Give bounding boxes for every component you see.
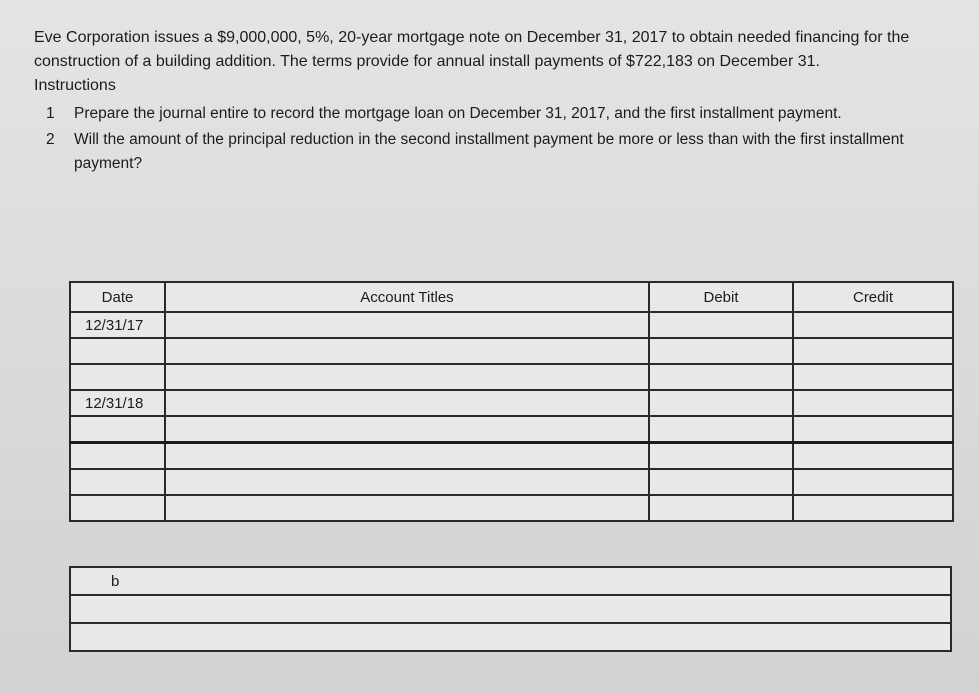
date-cell[interactable]	[70, 469, 165, 495]
date-cell[interactable]	[70, 364, 165, 390]
table-row	[70, 312, 953, 338]
table-row	[70, 364, 953, 390]
part-b-label: b	[70, 567, 951, 595]
instruction-text: Will the amount of the principal reduction in the second installment payment be more or less than with the first installment payment?	[74, 131, 904, 172]
account-cell[interactable]	[165, 443, 649, 470]
account-cell[interactable]	[165, 390, 649, 416]
part-b-row	[70, 595, 951, 623]
table-row	[70, 390, 953, 416]
debit-cell[interactable]	[649, 495, 793, 521]
instructions-list	[34, 102, 954, 176]
header-account-titles: Account Titles	[165, 282, 649, 312]
header-date: Date	[70, 282, 165, 312]
account-cell[interactable]	[165, 495, 649, 521]
date-cell[interactable]	[70, 495, 165, 521]
credit-cell[interactable]	[793, 364, 953, 390]
account-cell[interactable]	[165, 416, 649, 443]
header-debit: Debit	[649, 282, 793, 312]
table-row	[70, 469, 953, 495]
header-credit: Credit	[793, 282, 953, 312]
credit-cell[interactable]	[793, 469, 953, 495]
credit-cell[interactable]	[793, 390, 953, 416]
date-cell[interactable]: 12/31/18	[70, 390, 165, 416]
date-cell[interactable]: 12/31/17	[70, 312, 165, 338]
table-row	[70, 416, 953, 443]
date-cell[interactable]	[70, 338, 165, 364]
account-cell[interactable]	[165, 338, 649, 364]
debit-cell[interactable]	[649, 312, 793, 338]
instruction-number: 1	[46, 105, 55, 122]
table-row	[70, 495, 953, 521]
problem-statement: Eve Corporation issues a $9,000,000, 5%, 20-year mortgage note on December 31, 2017 to obtain needed financing for the construction of a building addition. The terms provide for annual install payments of $722,183 on December 31.	[34, 29, 910, 70]
debit-cell[interactable]	[649, 364, 793, 390]
date-cell[interactable]	[70, 416, 165, 443]
problem-text	[34, 26, 954, 178]
debit-cell[interactable]	[649, 469, 793, 495]
date-cell[interactable]	[70, 443, 165, 470]
table-row	[70, 338, 953, 364]
instruction-number: 2	[46, 131, 55, 148]
part-b-answer-line[interactable]	[70, 595, 951, 623]
instruction-item	[34, 102, 954, 126]
debit-cell[interactable]	[649, 338, 793, 364]
instruction-item	[34, 128, 954, 176]
part-b-answer-line[interactable]	[70, 623, 951, 651]
credit-cell[interactable]	[793, 416, 953, 443]
journal-table	[69, 281, 954, 522]
debit-cell[interactable]	[649, 443, 793, 470]
instructions-title: Instructions	[34, 77, 116, 94]
part-b-row	[70, 623, 951, 651]
credit-cell[interactable]	[793, 495, 953, 521]
table-row	[70, 443, 953, 470]
instruction-text: Prepare the journal entire to record the mortgage loan on December 31, 2017, and the first installment payment.	[74, 105, 842, 122]
part-b-row	[70, 567, 951, 595]
part-b-answer-table	[69, 566, 952, 652]
account-cell[interactable]	[165, 364, 649, 390]
credit-cell[interactable]	[793, 443, 953, 470]
account-cell[interactable]	[165, 312, 649, 338]
journal-header-row	[70, 282, 953, 312]
account-cell[interactable]	[165, 469, 649, 495]
debit-cell[interactable]	[649, 390, 793, 416]
credit-cell[interactable]	[793, 312, 953, 338]
credit-cell[interactable]	[793, 338, 953, 364]
debit-cell[interactable]	[649, 416, 793, 443]
